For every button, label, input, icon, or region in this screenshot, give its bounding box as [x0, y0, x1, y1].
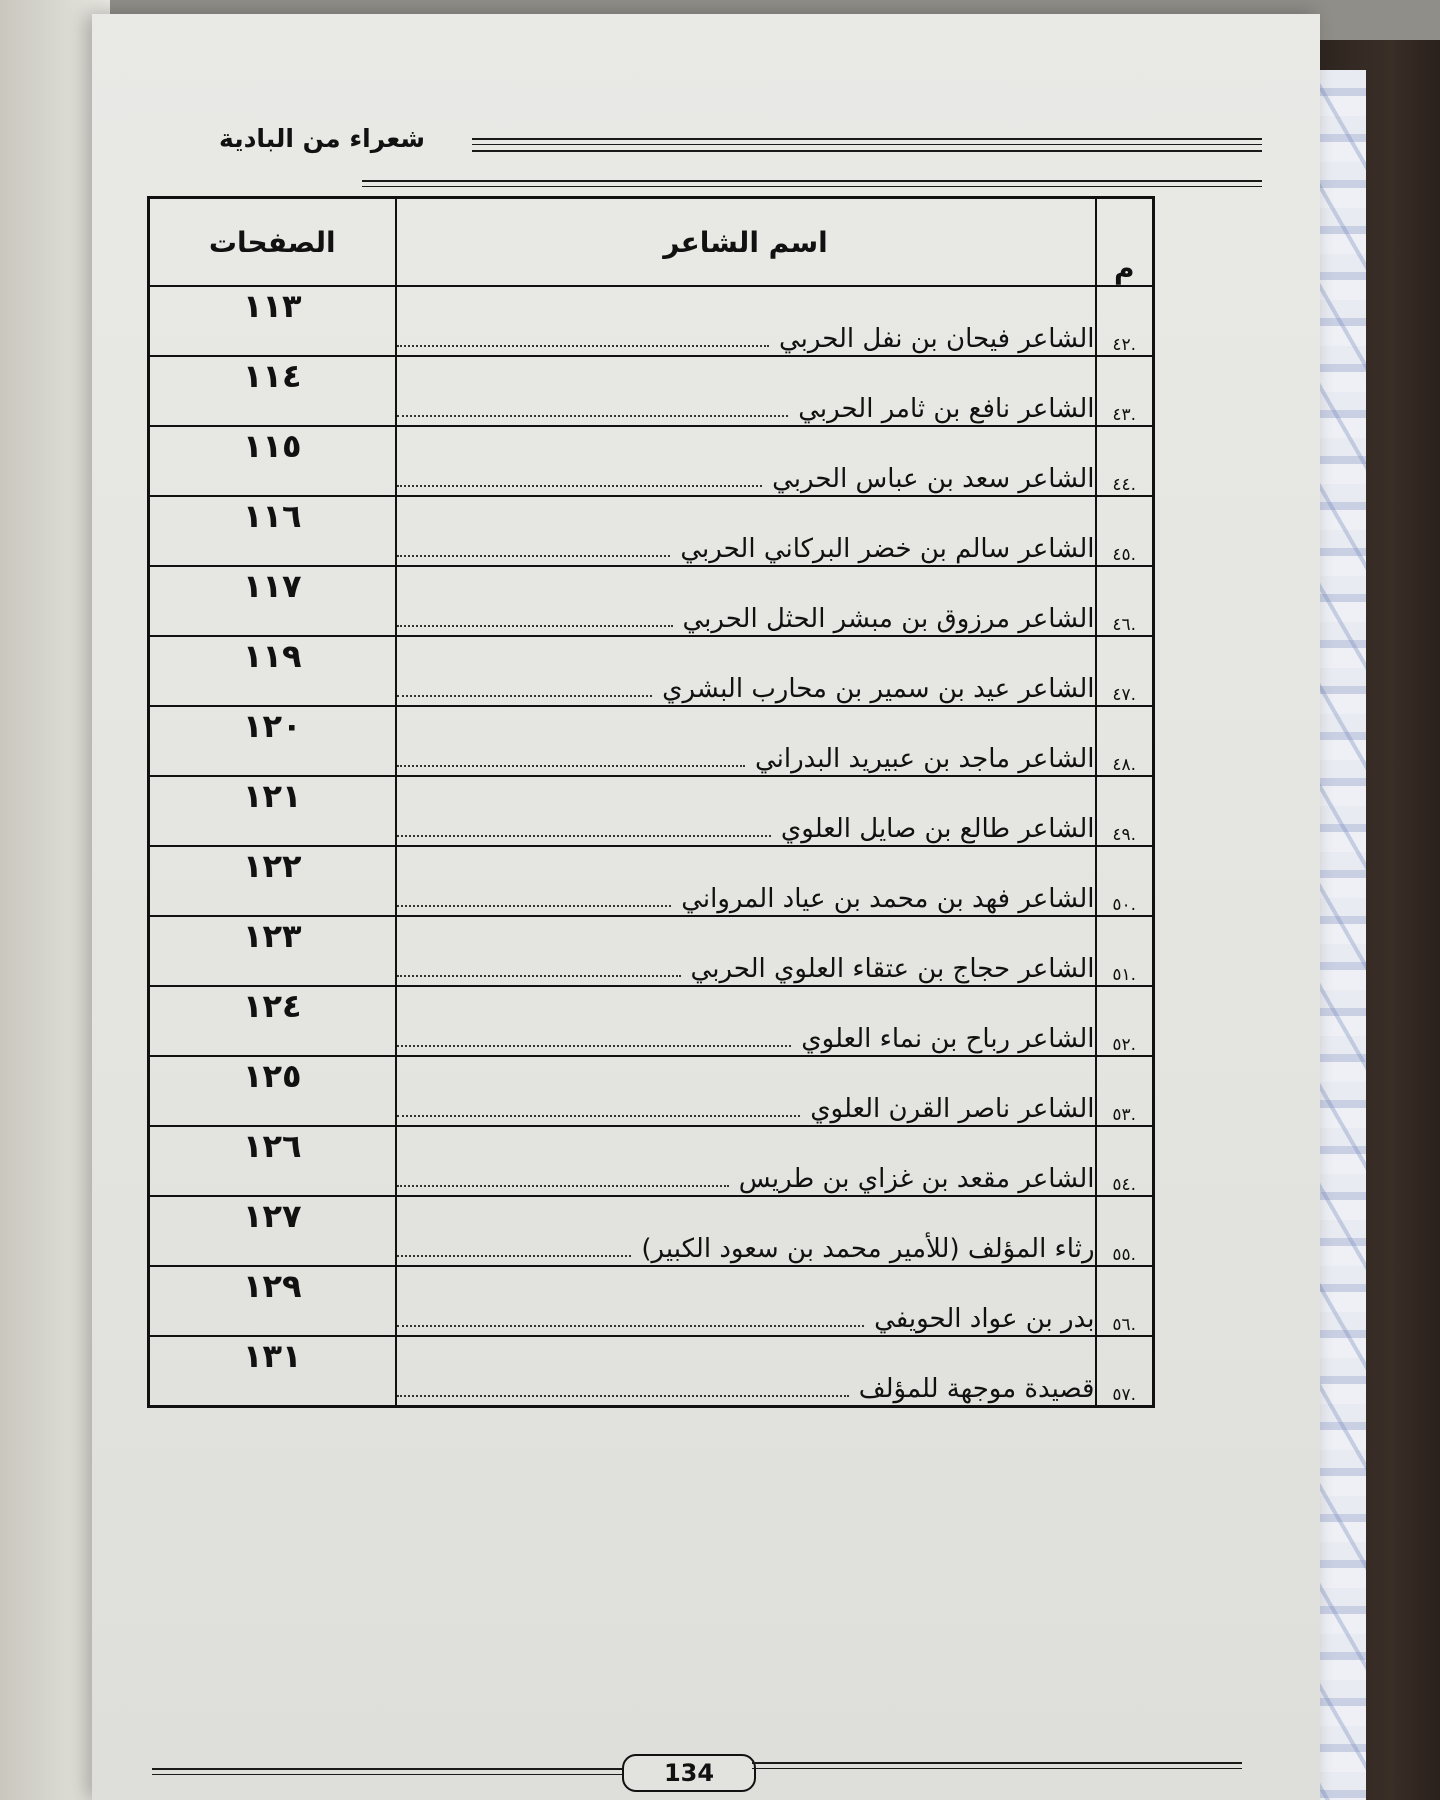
dot-leader — [397, 415, 789, 417]
table-row — [149, 916, 1154, 986]
dot-leader — [397, 695, 653, 697]
row-number: .٤٩ — [1096, 776, 1154, 846]
dot-leader — [397, 1325, 865, 1327]
dot-leader — [397, 975, 681, 977]
row-number: .٥٧ — [1096, 1336, 1154, 1407]
dot-leader — [397, 1185, 729, 1187]
poet-name: الشاعر سالم بن خضر البركاني الحربي — [680, 533, 1095, 564]
row-number: .٤٣ — [1096, 356, 1154, 426]
poet-name: الشاعر طالع بن صايل العلوي — [780, 813, 1095, 844]
page-ref: ١٢٩ — [149, 1266, 396, 1336]
page-ref: ١١٧ — [149, 566, 396, 636]
page-ref: ١٢٤ — [149, 986, 396, 1056]
row-number: .٥٦ — [1096, 1266, 1154, 1336]
poet-name: الشاعر نافع بن ثامر الحربي — [798, 393, 1095, 424]
poet-name-cell — [396, 986, 1096, 1056]
table-row — [149, 496, 1154, 566]
poet-name-cell — [396, 706, 1096, 776]
row-number: .٥٢ — [1096, 986, 1154, 1056]
dot-leader — [397, 625, 673, 627]
poet-name-cell — [396, 566, 1096, 636]
dot-leader — [397, 555, 671, 557]
poet-name: الشاعر حجاج بن عتقاء العلوي الحربي — [690, 953, 1095, 984]
page-ref: ١١٦ — [149, 496, 396, 566]
poet-name-cell — [396, 636, 1096, 706]
table-header-row — [149, 198, 1154, 287]
row-number: .٤٤ — [1096, 426, 1154, 496]
dot-leader — [397, 765, 745, 767]
poet-name-cell — [396, 286, 1096, 356]
page-ref: ١٢٦ — [149, 1126, 396, 1196]
header-number: م — [1096, 198, 1154, 287]
poet-name: الشاعر مرزوق بن مبشر الحثل الحربي — [682, 603, 1095, 634]
table-row — [149, 1126, 1154, 1196]
dot-leader — [397, 835, 771, 837]
poet-name-cell — [396, 916, 1096, 986]
header-rule — [472, 150, 1262, 152]
poet-name-cell — [396, 426, 1096, 496]
row-number: .٤٢ — [1096, 286, 1154, 356]
running-header — [172, 124, 1262, 188]
header-title: شعراء من البادية — [219, 124, 425, 153]
poet-name: الشاعر ماجد بن عبيريد البدراني — [754, 743, 1095, 774]
header-poet-name: اسم الشاعر — [396, 198, 1096, 287]
header-rule — [472, 144, 1262, 145]
book-page — [92, 14, 1320, 1800]
table-body — [149, 286, 1154, 1407]
table-row — [149, 846, 1154, 916]
poet-name-cell — [396, 846, 1096, 916]
header-rule — [472, 138, 1262, 140]
page-ref: ١١٩ — [149, 636, 396, 706]
footer-rule — [752, 1762, 1242, 1764]
header-rule — [362, 186, 1262, 187]
poet-name-cell — [396, 356, 1096, 426]
table-row — [149, 636, 1154, 706]
poet-name-cell — [396, 496, 1096, 566]
poet-name: قصيدة موجهة للمؤلف — [858, 1374, 1095, 1404]
table-row — [149, 566, 1154, 636]
table-row — [149, 286, 1154, 356]
header-rule — [362, 180, 1262, 182]
table-row — [149, 776, 1154, 846]
row-number: .٥٠ — [1096, 846, 1154, 916]
dot-leader — [397, 1255, 632, 1257]
row-number: .٥٤ — [1096, 1126, 1154, 1196]
dot-leader — [397, 345, 769, 347]
poet-name-cell — [396, 1126, 1096, 1196]
page-ref: ١٢٣ — [149, 916, 396, 986]
page-ref: ١١٥ — [149, 426, 396, 496]
footer-rule — [152, 1768, 622, 1770]
poet-name: الشاعر عيد بن سمير بن محارب البشري — [662, 673, 1095, 704]
table-row — [149, 1336, 1154, 1407]
row-number: .٤٨ — [1096, 706, 1154, 776]
poet-name: الشاعر فهد بن محمد بن عياد المرواني — [681, 883, 1095, 914]
page-ref: ١٣١ — [149, 1336, 396, 1407]
page-ref: ١١٣ — [149, 286, 396, 356]
row-number: .٤٦ — [1096, 566, 1154, 636]
dot-leader — [397, 1115, 801, 1117]
table-row — [149, 356, 1154, 426]
footer-rule — [152, 1774, 622, 1775]
poet-name-cell — [396, 1266, 1096, 1336]
poet-name: الشاعر فيحان بن نفل الحربي — [778, 323, 1095, 354]
dot-leader — [397, 905, 672, 907]
poet-name: رثاء المؤلف (للأمير محمد بن سعود الكبير) — [641, 1233, 1095, 1264]
table-row — [149, 986, 1154, 1056]
page-ref: ١٢٢ — [149, 846, 396, 916]
poet-name-cell — [396, 776, 1096, 846]
page-ref: ١١٤ — [149, 356, 396, 426]
poet-name-cell — [396, 1336, 1096, 1407]
poet-name: الشاعر رباح بن نماء العلوي — [801, 1023, 1095, 1054]
table-row — [149, 706, 1154, 776]
poet-name: الشاعر سعد بن عباس الحربي — [772, 463, 1095, 494]
page-ref: ١٢٥ — [149, 1056, 396, 1126]
dot-leader — [397, 1395, 849, 1397]
poet-name: بدر بن عواد الحويفي — [874, 1303, 1095, 1334]
row-number: .٤٥ — [1096, 496, 1154, 566]
poet-name: الشاعر ناصر القرن العلوي — [810, 1093, 1095, 1124]
row-number: .٥١ — [1096, 916, 1154, 986]
table-row — [149, 1196, 1154, 1266]
table-row — [149, 426, 1154, 496]
poet-name-cell — [396, 1196, 1096, 1266]
contents-table — [147, 196, 1155, 1408]
page-number: 134 — [622, 1754, 756, 1792]
poet-name: الشاعر مقعد بن غزاي بن طريس — [738, 1163, 1095, 1194]
table-row — [149, 1056, 1154, 1126]
footer-rule — [752, 1768, 1242, 1769]
table-row — [149, 1266, 1154, 1336]
page-ref: ١٢٧ — [149, 1196, 396, 1266]
page-ref: ١٢٠ — [149, 706, 396, 776]
poet-name-cell — [396, 1056, 1096, 1126]
page-footer — [152, 1754, 1242, 1794]
row-number: .٥٥ — [1096, 1196, 1154, 1266]
row-number: .٥٣ — [1096, 1056, 1154, 1126]
dot-leader — [397, 1045, 792, 1047]
page-ref: ١٢١ — [149, 776, 396, 846]
header-pages: الصفحات — [149, 198, 396, 287]
row-number: .٤٧ — [1096, 636, 1154, 706]
dot-leader — [397, 485, 763, 487]
